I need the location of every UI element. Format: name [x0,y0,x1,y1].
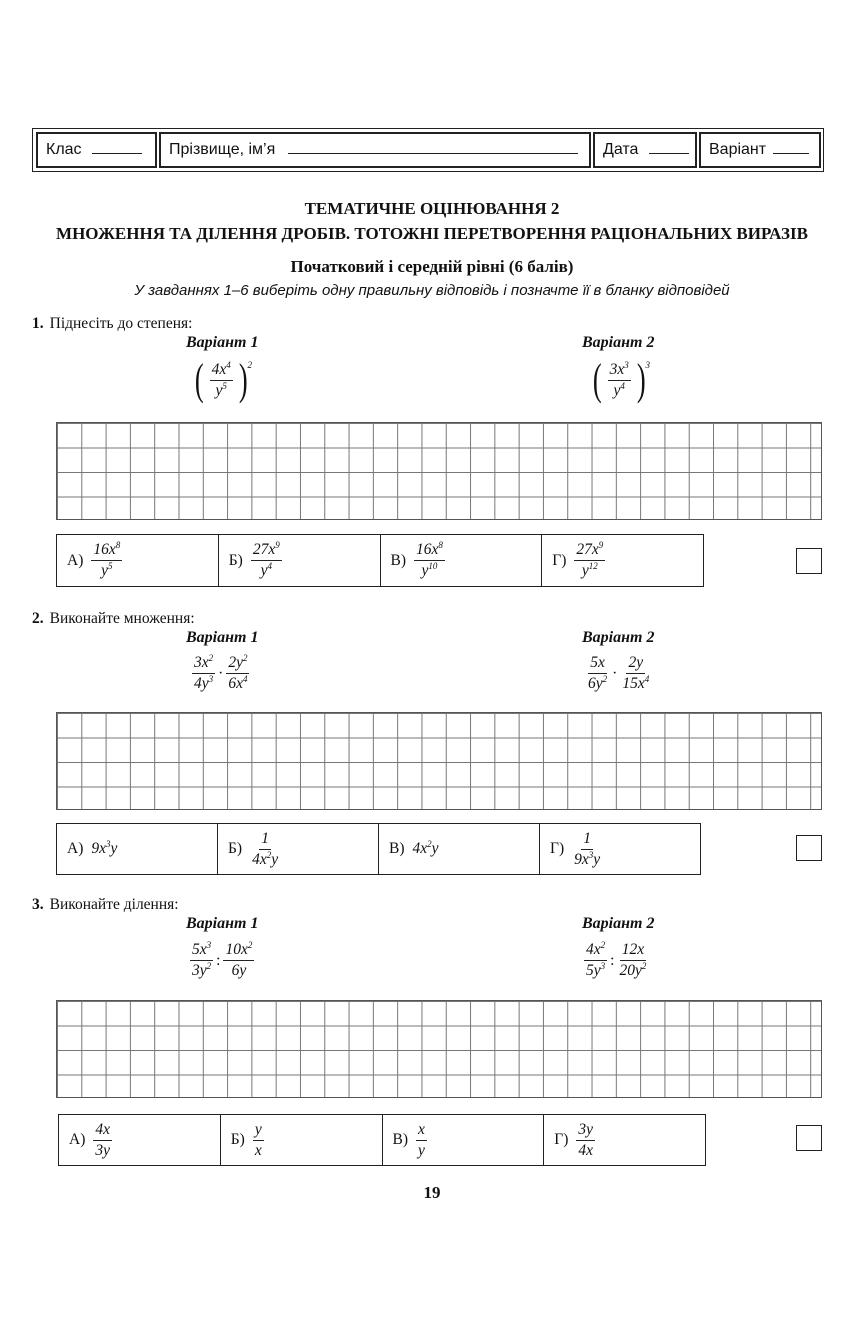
task-3-answer-checkbox[interactable] [796,1125,822,1151]
answer-option-g[interactable]: Г) $\frac{27x^9}{y^{12}}$ [552,539,604,579]
answer-option-v[interactable]: В) $\frac{16x^8}{y^{10}}$ [381,535,543,586]
answer-option-v[interactable]: В) $4x^2y$ [379,824,540,874]
answer-option-b[interactable]: Б) $\frac{y}{x}$ [221,1115,383,1165]
variant-2-label: Варіант 2 [582,334,655,351]
level-title: Початковий і середній рівні (6 балів) [290,257,574,276]
task-text: Виконайте ділення: [49,896,179,913]
task-1-variant-2-expression: ( $\frac{3x^3}{y^4}$ ) 3 [592,355,650,404]
task-2-work-grid[interactable] [56,712,822,810]
variant-field[interactable] [699,132,821,168]
task-number: 1. [32,315,44,332]
task-3-variant-2-expression: $\frac{4x^2}{5y^3}$ : $\frac{12x}{20y^2}$ [586,939,647,979]
class-label: Клас [46,141,82,158]
answer-option-g[interactable]: Г) $\frac{1}{9x^3y}$ [550,829,601,868]
task-3-variant-1-expression: $\frac{5x^3}{3y^2}$ : $\frac{10x^2}{6y}$ [192,939,253,979]
task-3-prompt [32,896,179,914]
task-3-answer-options [58,1114,706,1166]
variant-1-label: Варіант 1 [186,915,259,932]
variant-label: Варіант [709,141,767,158]
variant-1-label: Варіант 1 [186,334,259,351]
task-2-variant-1-expression: $\frac{3x^2}{4y^3}$ · $\frac{2y^2}{6x^4}$ [194,652,248,692]
task-1-answer-checkbox[interactable] [796,548,822,574]
variant-2-label: Варіант 2 [582,629,655,646]
answer-option-b[interactable]: Б) $\frac{27x^9}{y^4}$ [219,535,381,586]
answer-option-v[interactable]: В) $\frac{x}{y}$ [383,1115,545,1165]
name-label: Прізвище, ім’я [169,141,276,158]
name-field[interactable] [159,132,591,168]
task-number: 2. [32,610,44,627]
answer-option-b[interactable]: Б) $\frac{1}{4x^2y}$ [218,824,379,874]
task-1-prompt [32,315,192,333]
task-2-answer-options [56,823,701,875]
task-2-prompt [32,610,195,628]
page-number: 19 [423,1183,441,1202]
date-field[interactable] [593,132,697,168]
answer-option-a[interactable]: А) $\frac{4x}{3y}$ [59,1115,221,1165]
class-field[interactable] [36,132,157,168]
variant-2-label: Варіант 2 [582,915,655,932]
topic-title: МНОЖЕННЯ ТА ДІЛЕННЯ ДРОБІВ. ТОТОЖНІ ПЕРЕТВОРЕННЯ РАЦІОНАЛЬНИХ ВИРАЗІВ [56,224,808,243]
task-number: 3. [32,896,44,913]
student-info-header [32,128,824,172]
date-label: Дата [603,141,639,158]
task-1-answer-options [56,534,704,587]
task-3-work-grid[interactable] [56,1000,822,1098]
assessment-title: ТЕМАТИЧНЕ ОЦІНЮВАННЯ 2 [304,199,560,218]
task-1-variant-1-expression: ( $\frac{4x^4}{y^5}$ ) 2 [194,355,252,404]
task-1-work-grid[interactable] [56,422,822,520]
variant-1-label: Варіант 1 [186,629,259,646]
answer-option-g[interactable]: Г) $\frac{3y}{4x}$ [554,1120,594,1159]
task-2-variant-2-expression: $\frac{5x}{6y^2}$ · $\frac{2y}{15x^4}$ [588,654,650,692]
instruction-text: У завданнях 1–6 виберіть одну правильну відповідь і позначте її в бланку відповідей [134,282,730,299]
answer-option-a[interactable]: А) $9x^3y$ [57,824,218,874]
task-text: Піднесіть до степеня: [49,315,193,332]
answer-option-a[interactable]: А) $\frac{16x^8}{y^5}$ [57,535,219,586]
task-2-answer-checkbox[interactable] [796,835,822,861]
task-text: Виконайте множення: [49,610,195,627]
